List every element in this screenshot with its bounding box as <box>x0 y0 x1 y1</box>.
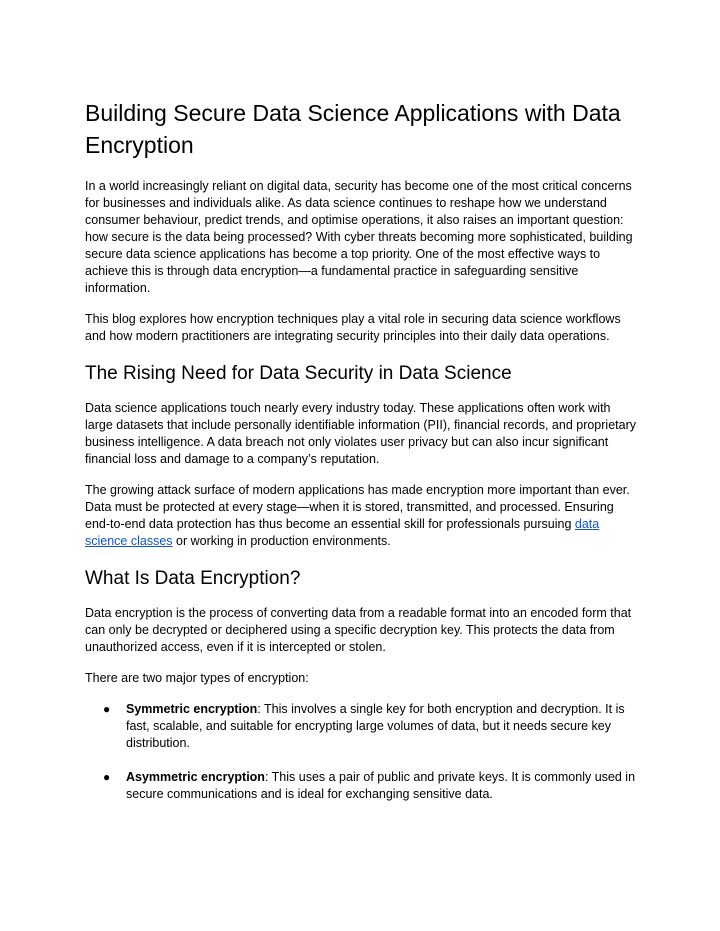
intro-paragraph-1: In a world increasingly reliant on digital data, security has become one of the most critical concerns for businesses and individuals alike. As data science continues to reshape how we understand consumer behaviour, predict trends, and optimise operations, it also raises an important question: how secure is the data being processed? With cyber threats becoming more sophisticated, building secure data science applications has become a top priority. One of the most effective ways to achieve this is through data encryption—a fundamental practice in safeguarding sensitive information. <box>85 179 633 295</box>
what-is-encryption-paragraph-1: Data encryption is the process of converting data from a readable format into an encoded form that can only be decrypted or deciphered using a specific decryption key. This protects the data from unauthorized access, even if it is intercepted or stolen. <box>85 606 632 654</box>
what-is-encryption-paragraph-2: There are two major types of encryption: <box>85 671 309 685</box>
bullet-dot-icon: ● <box>103 702 111 716</box>
data-science-classes-link[interactable]: data science classes <box>85 517 600 548</box>
page-title: Building Secure Data Science Applications with Data Encryption <box>85 100 621 158</box>
bullet-text: : This uses a pair of public and private keys. It is commonly used in secure communications and is ideal for exchanging sensitive data. <box>126 770 636 801</box>
rising-need-paragraph-2 <box>85 482 640 550</box>
bullet-dot-icon: ● <box>103 770 111 784</box>
section-heading-rising-need: The Rising Need for Data Security in Data Science <box>85 363 512 384</box>
rising-need-paragraph-1: Data science applications touch nearly every industry today. These applications often work with large datasets that include personally identifiable information (PII), financial records, and proprietary business intelligence. A data breach not only violates user privacy but can also incur significant financial loss and damage to a company’s reputation. <box>85 401 636 466</box>
section-heading-what-is-encryption: What Is Data Encryption? <box>85 568 301 589</box>
rising-need-text-before-link: The growing attack surface of modern applications has made encryption more important than ever. Data must be protected at every stage—when it is stored, transmitted, and processed. Ensuring end-to-end data protection has thus become an essential skill for professionals pursuing <box>85 483 630 531</box>
list-item-asymmetric <box>85 769 640 803</box>
rising-need-text-after-link: or working in production environments. <box>172 534 391 548</box>
bullet-term: Asymmetric encryption <box>126 770 265 784</box>
encryption-types-list <box>85 701 640 803</box>
bullet-term: Symmetric encryption <box>126 702 258 716</box>
intro-paragraph-2: This blog explores how encryption techniques play a vital role in securing data science workflows and how modern practitioners are integrating security principles into their daily data operations. <box>85 312 621 343</box>
bullet-text: : This involves a single key for both encryption and decryption. It is fast, scalable, and suitable for encrypting large volumes of data, but it needs secure key distribution. <box>126 702 625 750</box>
list-item-symmetric <box>85 701 640 752</box>
